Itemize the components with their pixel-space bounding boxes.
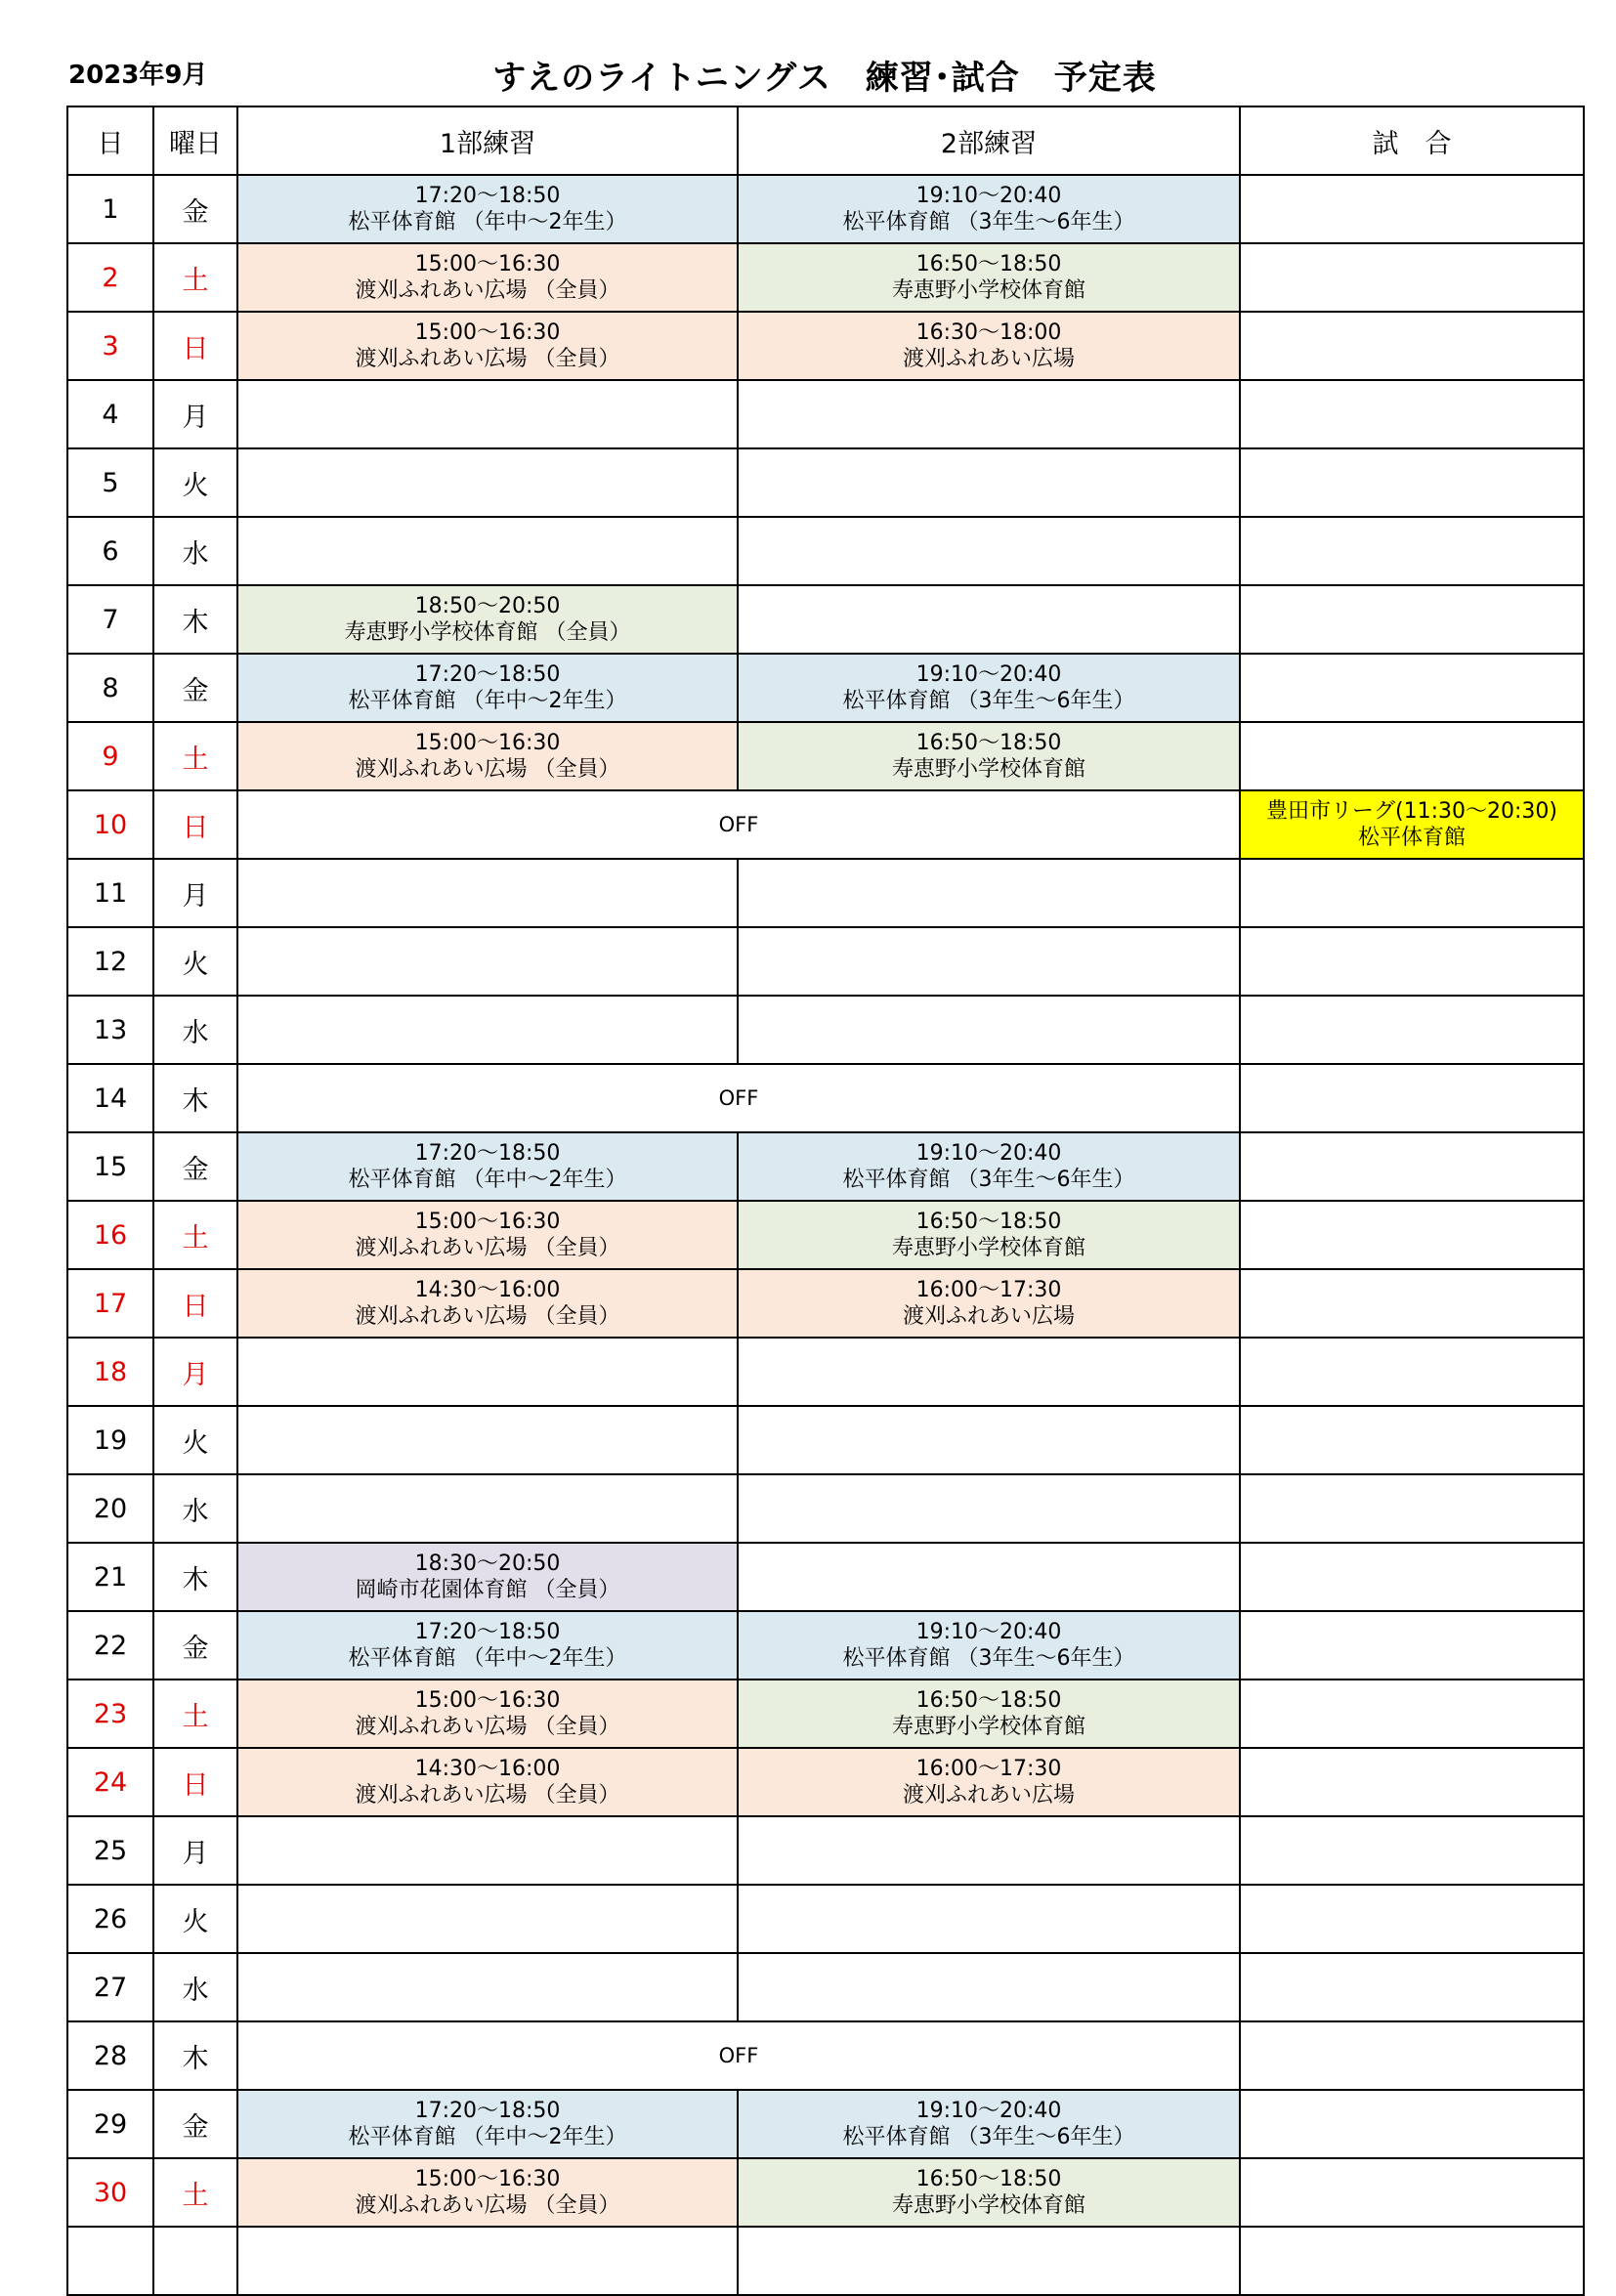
month-label: 2023年9月 (68, 61, 208, 90)
practice-2-cell (738, 927, 1240, 996)
practice-2-cell (738, 996, 1240, 1064)
time-text: 14:30〜16:00 (414, 1277, 561, 1302)
day-cell: 19 (67, 1406, 153, 1474)
place-text: 松平体育館 （3年生〜6年生） (842, 1168, 1135, 1192)
time-text: 15:00〜16:30 (414, 730, 561, 755)
game-cell (1240, 380, 1584, 448)
table-row (67, 1953, 1584, 2021)
game-cell (1240, 1064, 1584, 1132)
practice-2-cell (738, 2227, 1240, 2295)
game-cell (1240, 243, 1584, 312)
place-text: 松平体育館 （年中〜2年生） (348, 1646, 627, 1671)
place-text: 渡刈ふれあい広場 （全員） (355, 1236, 620, 1260)
place-text: 松平体育館 （年中〜2年生） (348, 210, 627, 234)
time-text: 19:10〜20:40 (915, 1140, 1062, 1166)
column-header-practice-1: 1部練習 (237, 106, 738, 175)
day-cell: 5 (67, 448, 153, 517)
place-text: 松平体育館 （年中〜2年生） (348, 689, 627, 713)
practice-2-cell (738, 2090, 1240, 2158)
time-text: 17:20〜18:50 (414, 183, 561, 208)
table-row (67, 1679, 1584, 1748)
time-text: 17:20〜18:50 (414, 2098, 561, 2123)
practice-1-cell (237, 859, 738, 927)
game-cell (1240, 517, 1584, 585)
table-row (67, 1064, 1584, 1132)
place-text: 松平体育館 （3年生〜6年生） (842, 2125, 1135, 2149)
weekday-cell: 水 (153, 996, 237, 1064)
practice-1-cell (237, 1474, 738, 1543)
place-text: 松平体育館 （3年生〜6年生） (842, 689, 1135, 713)
game-cell (1240, 927, 1584, 996)
practice-1-cell (237, 1611, 738, 1679)
game-cell (1240, 175, 1584, 243)
practice-1-cell (237, 722, 738, 790)
practice-1-cell (237, 1816, 738, 1885)
weekday-cell: 金 (153, 2090, 237, 2158)
day-cell: 12 (67, 927, 153, 996)
page-title: すえのライトニングス 練習･試合 予定表 (492, 59, 1157, 98)
table-row (67, 2227, 1584, 2295)
practice-2-cell (738, 2158, 1240, 2227)
column-header-day: 日 (67, 106, 153, 175)
practice-1-cell (237, 312, 738, 380)
weekday-cell: 水 (153, 1474, 237, 1543)
day-cell: 3 (67, 312, 153, 380)
table-row (67, 1338, 1584, 1406)
game-cell (1240, 1679, 1584, 1748)
game-cell (1240, 1338, 1584, 1406)
off-cell: OFF (237, 1064, 1240, 1132)
practice-2-cell (738, 1269, 1240, 1338)
weekday-cell: 月 (153, 859, 237, 927)
place-text: 渡刈ふれあい広場 （全員） (355, 278, 620, 303)
schedule-table (66, 106, 1585, 2296)
table-row (67, 1816, 1584, 1885)
time-text: 19:10〜20:40 (915, 2098, 1062, 2123)
time-text: 19:10〜20:40 (915, 661, 1062, 687)
practice-1-cell (237, 1748, 738, 1816)
time-text: 18:30〜20:50 (414, 1551, 561, 1576)
game-cell (1240, 722, 1584, 790)
schedule-body (67, 175, 1584, 2295)
place-text: 渡刈ふれあい広場 (902, 1304, 1075, 1329)
practice-2-cell (738, 1406, 1240, 1474)
weekday-cell: 金 (153, 654, 237, 722)
practice-2-cell (738, 448, 1240, 517)
weekday-cell: 月 (153, 1816, 237, 1885)
place-text: 寿恵野小学校体育館 (891, 2193, 1085, 2218)
game-cell (1240, 1953, 1584, 2021)
weekday-cell: 木 (153, 1543, 237, 1611)
place-text: 寿恵野小学校体育館 (891, 1236, 1085, 1260)
practice-1-cell (237, 1543, 738, 1611)
place-text: 寿恵野小学校体育館 (891, 757, 1085, 782)
weekday-cell: 日 (153, 790, 237, 859)
game-cell (1240, 1132, 1584, 1201)
game-cell (1240, 654, 1584, 722)
day-cell: 4 (67, 380, 153, 448)
weekday-cell: 日 (153, 312, 237, 380)
weekday-cell: 木 (153, 2021, 237, 2090)
practice-2-cell (738, 1816, 1240, 1885)
place-text: 渡刈ふれあい広場 （全員） (355, 1783, 620, 1807)
time-text: 15:00〜16:30 (414, 251, 561, 276)
practice-2-cell (738, 517, 1240, 585)
table-row (67, 2090, 1584, 2158)
day-cell: 6 (67, 517, 153, 585)
weekday-cell: 日 (153, 1269, 237, 1338)
game-cell (1240, 859, 1584, 927)
game-cell (1240, 1269, 1584, 1338)
practice-1-cell (237, 996, 738, 1064)
practice-1-cell (237, 517, 738, 585)
place-text: 渡刈ふれあい広場 （全員） (355, 1304, 620, 1329)
table-row (67, 517, 1584, 585)
game-cell (1240, 790, 1584, 859)
place-text: 寿恵野小学校体育館 (891, 1715, 1085, 1739)
practice-1-cell (237, 1338, 738, 1406)
header-row (67, 106, 1584, 175)
practice-2-cell (738, 1132, 1240, 1201)
game-cell (1240, 2227, 1584, 2295)
table-row (67, 2158, 1584, 2227)
time-text: 15:00〜16:30 (414, 319, 561, 345)
day-cell: 9 (67, 722, 153, 790)
table-row (67, 654, 1584, 722)
time-text: 16:50〜18:50 (915, 730, 1062, 755)
weekday-cell: 土 (153, 1679, 237, 1748)
time-text: 15:00〜16:30 (414, 1687, 561, 1713)
time-text: 15:00〜16:30 (414, 1209, 561, 1234)
day-cell: 15 (67, 1132, 153, 1201)
practice-2-cell (738, 1748, 1240, 1816)
practice-2-cell (738, 1953, 1240, 2021)
practice-1-cell (237, 1885, 738, 1953)
day-cell: 21 (67, 1543, 153, 1611)
table-row (67, 1474, 1584, 1543)
game-cell (1240, 1406, 1584, 1474)
table-row (67, 2021, 1584, 2090)
practice-2-cell (738, 1679, 1240, 1748)
place-text: 寿恵野小学校体育館 （全員） (344, 620, 631, 645)
weekday-cell: 火 (153, 448, 237, 517)
practice-2-cell (738, 1543, 1240, 1611)
weekday-cell: 日 (153, 1748, 237, 1816)
day-cell: 10 (67, 790, 153, 859)
weekday-cell: 金 (153, 1611, 237, 1679)
column-header-game: 試 合 (1240, 106, 1584, 175)
weekday-cell: 土 (153, 2158, 237, 2227)
day-cell: 22 (67, 1611, 153, 1679)
weekday-cell: 水 (153, 1953, 237, 2021)
table-row (67, 448, 1584, 517)
table-row (67, 722, 1584, 790)
table-row (67, 1748, 1584, 1816)
practice-1-cell (237, 380, 738, 448)
game-cell (1240, 1748, 1584, 1816)
weekday-cell: 木 (153, 1064, 237, 1132)
practice-1-cell (237, 2090, 738, 2158)
weekday-cell: 水 (153, 517, 237, 585)
document-header (66, 51, 1583, 98)
practice-1-cell (237, 175, 738, 243)
table-row (67, 996, 1584, 1064)
table-row (67, 927, 1584, 996)
game-cell (1240, 1474, 1584, 1543)
day-cell: 8 (67, 654, 153, 722)
weekday-cell: 金 (153, 175, 237, 243)
practice-2-cell (738, 1885, 1240, 1953)
table-row (67, 1885, 1584, 1953)
place-text: 松平体育館 (1357, 826, 1466, 850)
game-cell (1240, 1885, 1584, 1953)
practice-2-cell (738, 654, 1240, 722)
game-cell (1240, 2158, 1584, 2227)
off-cell: OFF (237, 790, 1240, 859)
place-text: 渡刈ふれあい広場 (902, 1783, 1075, 1807)
practice-2-cell (738, 1474, 1240, 1543)
practice-2-cell (738, 859, 1240, 927)
column-header-weekday: 曜日 (153, 106, 237, 175)
day-cell: 28 (67, 2021, 153, 2090)
practice-1-cell (237, 2227, 738, 2295)
place-text: 松平体育館 （3年生〜6年生） (842, 1646, 1135, 1671)
practice-1-cell (237, 448, 738, 517)
table-row (67, 1611, 1584, 1679)
weekday-cell: 土 (153, 722, 237, 790)
weekday-cell: 火 (153, 1885, 237, 1953)
table-row (67, 175, 1584, 243)
time-text: 15:00〜16:30 (414, 2166, 561, 2191)
game-cell (1240, 1611, 1584, 1679)
practice-2-cell (738, 312, 1240, 380)
game-cell (1240, 585, 1584, 654)
place-text: 松平体育館 （年中〜2年生） (348, 1168, 627, 1192)
day-cell: 14 (67, 1064, 153, 1132)
game-cell (1240, 1816, 1584, 1885)
practice-1-cell (237, 1201, 738, 1269)
practice-1-cell (237, 927, 738, 996)
table-row (67, 1543, 1584, 1611)
table-row (67, 243, 1584, 312)
practice-1-cell (237, 1406, 738, 1474)
practice-2-cell (738, 380, 1240, 448)
weekday-cell: 月 (153, 1338, 237, 1406)
game-cell (1240, 2021, 1584, 2090)
table-row (67, 380, 1584, 448)
day-cell: 18 (67, 1338, 153, 1406)
place-text: 寿恵野小学校体育館 (891, 278, 1085, 303)
weekday-cell: 木 (153, 585, 237, 654)
day-cell: 30 (67, 2158, 153, 2227)
place-text: 松平体育館 （年中〜2年生） (348, 2125, 627, 2149)
practice-2-cell (738, 1338, 1240, 1406)
weekday-cell: 火 (153, 1406, 237, 1474)
game-cell (1240, 312, 1584, 380)
time-text: 16:50〜18:50 (915, 1687, 1062, 1713)
time-text: 16:30〜18:00 (915, 319, 1062, 345)
place-text: 渡刈ふれあい広場 （全員） (355, 757, 620, 782)
game-cell (1240, 996, 1584, 1064)
weekday-cell: 火 (153, 927, 237, 996)
table-row (67, 312, 1584, 380)
practice-1-cell (237, 654, 738, 722)
place-text: 渡刈ふれあい広場 （全員） (355, 2193, 620, 2218)
table-row (67, 859, 1584, 927)
day-cell: 1 (67, 175, 153, 243)
day-cell: 26 (67, 1885, 153, 1953)
time-text: 18:50〜20:50 (414, 593, 561, 618)
time-text: 17:20〜18:50 (414, 1619, 561, 1644)
day-cell: 16 (67, 1201, 153, 1269)
day-cell: 2 (67, 243, 153, 312)
day-cell: 25 (67, 1816, 153, 1885)
weekday-cell: 金 (153, 1132, 237, 1201)
table-row (67, 1269, 1584, 1338)
practice-1-cell (237, 243, 738, 312)
time-text: 16:50〜18:50 (915, 251, 1062, 276)
game-cell (1240, 448, 1584, 517)
practice-1-cell (237, 585, 738, 654)
table-row (67, 1201, 1584, 1269)
time-text: 16:00〜17:30 (915, 1756, 1062, 1781)
practice-1-cell (237, 1953, 738, 2021)
time-text: 豊田市リーグ(11:30〜20:30) (1266, 798, 1557, 824)
place-text: 松平体育館 （3年生〜6年生） (842, 210, 1135, 234)
day-cell: 20 (67, 1474, 153, 1543)
time-text: 19:10〜20:40 (915, 1619, 1062, 1644)
day-cell (67, 2227, 153, 2295)
day-cell: 17 (67, 1269, 153, 1338)
practice-2-cell (738, 722, 1240, 790)
time-text: 16:50〜18:50 (915, 1209, 1062, 1234)
time-text: 19:10〜20:40 (915, 183, 1062, 208)
time-text: 17:20〜18:50 (414, 661, 561, 687)
place-text: 岡崎市花園体育館 （全員） (355, 1578, 620, 1602)
weekday-cell: 土 (153, 243, 237, 312)
day-cell: 29 (67, 2090, 153, 2158)
place-text: 渡刈ふれあい広場 (902, 347, 1075, 371)
weekday-cell: 月 (153, 380, 237, 448)
day-cell: 13 (67, 996, 153, 1064)
practice-2-cell (738, 1611, 1240, 1679)
practice-2-cell (738, 175, 1240, 243)
time-text: 16:50〜18:50 (915, 2166, 1062, 2191)
practice-2-cell (738, 585, 1240, 654)
table-row (67, 1406, 1584, 1474)
practice-2-cell (738, 243, 1240, 312)
day-cell: 23 (67, 1679, 153, 1748)
practice-1-cell (237, 1132, 738, 1201)
day-cell: 7 (67, 585, 153, 654)
table-row (67, 1132, 1584, 1201)
place-text: 渡刈ふれあい広場 （全員） (355, 1715, 620, 1739)
table-row (67, 790, 1584, 859)
practice-1-cell (237, 1269, 738, 1338)
game-cell (1240, 1543, 1584, 1611)
day-cell: 27 (67, 1953, 153, 2021)
practice-1-cell (237, 1679, 738, 1748)
off-cell: OFF (237, 2021, 1240, 2090)
practice-1-cell (237, 2158, 738, 2227)
time-text: 16:00〜17:30 (915, 1277, 1062, 1302)
time-text: 17:20〜18:50 (414, 1140, 561, 1166)
day-cell: 24 (67, 1748, 153, 1816)
time-text: 14:30〜16:00 (414, 1756, 561, 1781)
weekday-cell: 土 (153, 1201, 237, 1269)
day-cell: 11 (67, 859, 153, 927)
column-header-practice-2: 2部練習 (738, 106, 1240, 175)
place-text: 渡刈ふれあい広場 （全員） (355, 347, 620, 371)
game-cell (1240, 1201, 1584, 1269)
weekday-cell (153, 2227, 237, 2295)
practice-2-cell (738, 1201, 1240, 1269)
game-cell (1240, 2090, 1584, 2158)
table-row (67, 585, 1584, 654)
